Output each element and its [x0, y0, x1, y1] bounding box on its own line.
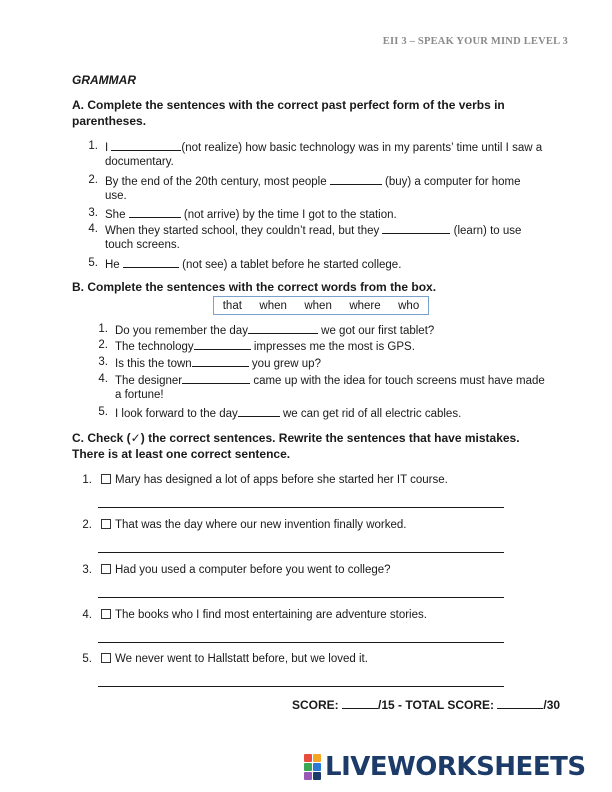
item-text: When they started school, they couldn’t read, but they [105, 225, 380, 237]
answer-blank[interactable] [123, 255, 179, 268]
item-number: 2. [82, 519, 92, 531]
item-number: 1. [88, 140, 98, 152]
item-number: 4. [82, 609, 92, 621]
item-text: I look forward to the day [115, 408, 238, 420]
answer-blank[interactable] [182, 371, 250, 384]
item-number: 5. [98, 406, 108, 418]
item-text-continued: documentary. [105, 156, 174, 168]
liveworksheets-logo [304, 752, 586, 782]
item-text: I [105, 142, 109, 154]
score-of-15: /15 - TOTAL SCORE: [378, 698, 495, 712]
answer-blank[interactable] [192, 354, 249, 367]
item-text-continued: touch screens. [105, 239, 180, 251]
checkbox[interactable] [101, 519, 111, 529]
item-text: (not see) a tablet before he started college. [182, 259, 402, 271]
item-text: Had you used a computer before you went to college? [115, 564, 391, 576]
item-text: (learn) to use [453, 225, 522, 237]
rewrite-line[interactable] [98, 686, 504, 687]
item-number: 2. [98, 339, 108, 351]
item-text-continued: a fortune! [115, 389, 164, 401]
checkbox[interactable] [101, 609, 111, 619]
item-text: you grew up? [251, 358, 321, 370]
answer-blank[interactable] [129, 205, 181, 218]
part-a-instruction: A. Complete the sentences with the correct past perfect form of the verbs in parentheses. [72, 98, 505, 128]
item-text-continued: use. [105, 190, 127, 202]
item-number: 2. [88, 174, 98, 186]
item-text: came up with the idea for touch screens must have made [253, 375, 545, 387]
item-text: He [105, 259, 120, 271]
item-text: impresses me the most is GPS. [253, 341, 415, 353]
item-text: (buy) a computer for home [385, 176, 521, 188]
checkbox[interactable] [101, 564, 111, 574]
page-header: EII 3 – SPEAK YOUR MIND LEVEL 3 [382, 36, 568, 47]
item-text: The technology [115, 341, 194, 353]
item-number: 4. [88, 223, 98, 235]
item-text: Is this the town [115, 358, 192, 370]
answer-blank[interactable] [238, 404, 280, 417]
liveworksheets-logo-mark-icon [304, 754, 321, 780]
item-text: we can get rid of all electric cables. [282, 408, 462, 420]
answer-blank[interactable] [111, 138, 181, 151]
word-box-word: where [349, 299, 381, 312]
logo-text: LIVEWORKSHEETS [325, 752, 586, 782]
answer-blank[interactable] [330, 172, 382, 185]
answer-blank[interactable] [382, 221, 450, 234]
item-number: 3. [88, 207, 98, 219]
section-title: GRAMMAR [72, 73, 136, 87]
item-text: we got our first tablet? [321, 325, 435, 337]
total-score-blank[interactable] [497, 696, 543, 709]
item-text: By the end of the 20th century, most people [105, 176, 327, 188]
part-c-instruction: C. Check (✓) the correct sentences. Rewrite the sentences that have mistakes. There is at least one correct sentence. [72, 431, 520, 461]
checkbox[interactable] [101, 474, 111, 484]
item-number: 1. [98, 323, 108, 335]
part-b-instruction: B. Complete the sentences with the correct words from the box. [72, 280, 437, 294]
item-number: 3. [98, 356, 108, 368]
score-label: SCORE: [292, 698, 339, 712]
word-box-word: that [222, 299, 242, 312]
word-box [213, 296, 429, 315]
item-number: 5. [82, 653, 92, 665]
item-text: She [105, 209, 126, 221]
item-number: 3. [82, 564, 92, 576]
item-text: The designer [115, 375, 183, 387]
rewrite-line[interactable] [98, 642, 504, 643]
item-text: That was the day where our new invention finally worked. [115, 519, 407, 531]
rewrite-line[interactable] [98, 597, 504, 598]
item-number: 5. [88, 257, 98, 269]
score-line [292, 696, 560, 712]
item-text: Do you remember the day [115, 325, 248, 337]
item-text: The books who I find most entertaining are adventure stories. [115, 609, 427, 621]
rewrite-line[interactable] [98, 552, 504, 553]
item-number: 4. [98, 373, 108, 385]
score-blank[interactable] [342, 696, 378, 709]
word-box-word: when [259, 299, 287, 312]
item-text: Mary has designed a lot of apps before she started her IT course. [115, 474, 448, 486]
item-number: 1. [82, 474, 92, 486]
score-of-30: /30 [543, 698, 561, 712]
checkbox[interactable] [101, 653, 111, 663]
item-text: We never went to Hallstatt before, but we loved it. [115, 653, 368, 665]
rewrite-line[interactable] [98, 507, 504, 508]
item-text: (not realize) how basic technology was in my parents’ time until I saw a [181, 142, 543, 154]
word-box-word: who [398, 299, 420, 312]
answer-blank[interactable] [194, 337, 251, 350]
word-box-word: when [304, 299, 332, 312]
answer-blank[interactable] [248, 321, 318, 334]
item-text: (not arrive) by the time I got to the station. [183, 209, 397, 221]
